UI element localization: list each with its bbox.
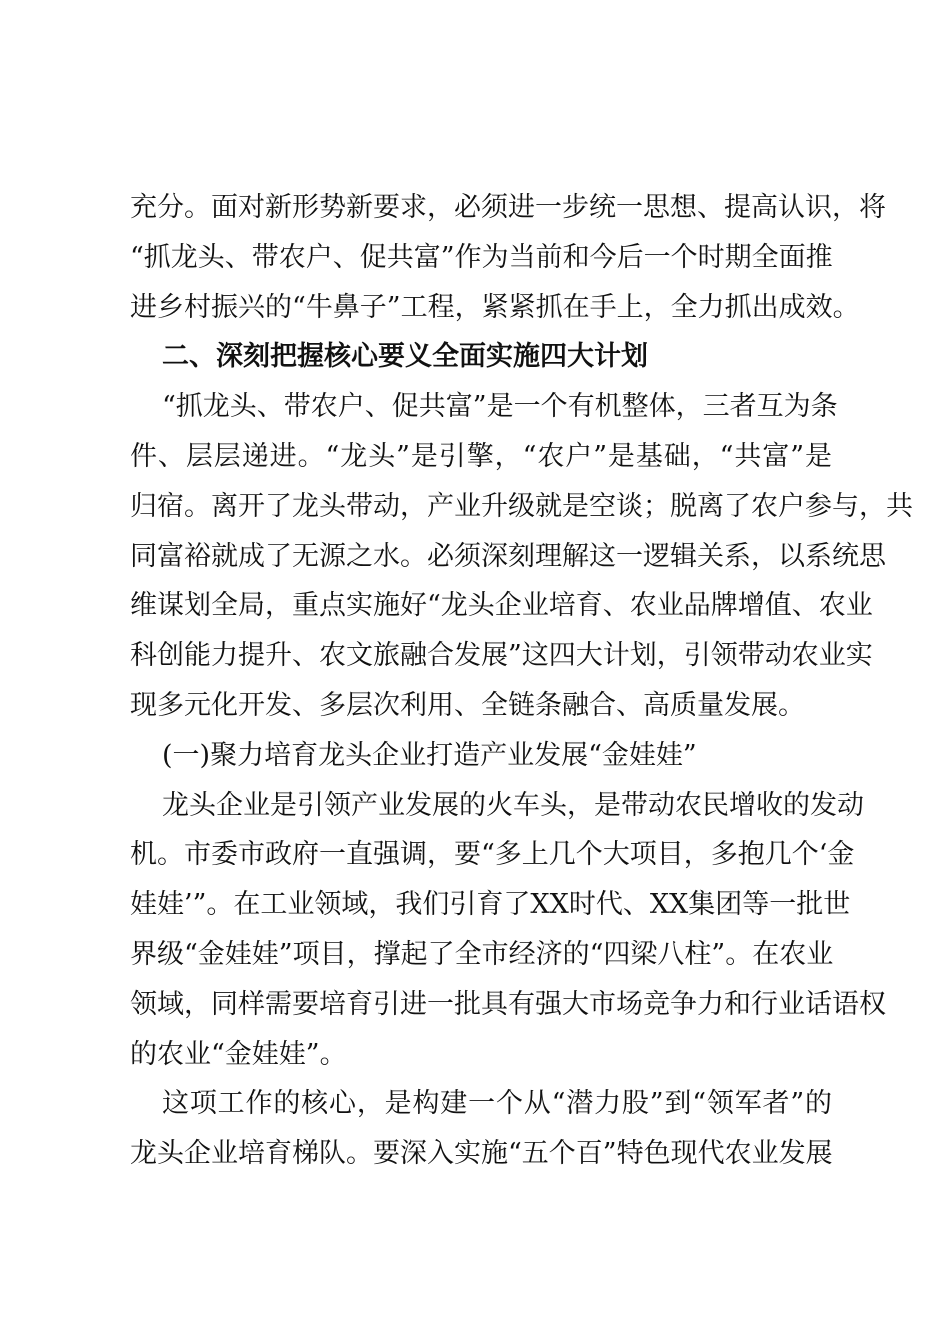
section-heading — [130, 332, 832, 382]
text-line: 娃娃’”。在工业领域，我们引育了XX时代、XX集团等一批世 — [130, 889, 851, 921]
text-line: 科创能力提升、农文旅融合发展”这四大计划，引领带动农业实 — [130, 640, 873, 672]
paragraph — [130, 382, 913, 731]
text-line: 同富裕就成了无源之水。必须深刻理解这一逻辑关系，以系统思 — [130, 540, 886, 572]
text-line: (一)聚力培育龙头企业打造产业发展“金娃娃” — [162, 739, 697, 771]
text-line: 机。市委市政府一直强调，要“多上几个大项目，多抱几个‘金 — [130, 839, 855, 871]
document-page — [130, 183, 913, 1179]
text-line: 的农业“金娃娃”。 — [130, 1038, 347, 1070]
text-line: 龙头企业是引领产业发展的火车头，是带动农民增收的发动 — [162, 789, 864, 821]
text-line: 这项工作的核心，是构建一个从“潜力股”到“领军者”的 — [162, 1088, 832, 1120]
text-line: 二、深刻把握核心要义全面实施四大计划 — [162, 341, 648, 373]
text-line: “抓龙头、带农户、促共富”作为当前和今后一个时期全面推 — [130, 241, 833, 273]
text-line: 龙头企业培育梯队。要深入实施“五个百”特色现代农业发展 — [130, 1138, 833, 1170]
text-line: 进乡村振兴的“牛鼻子”工程，紧紧抓在手上，全力抓出成效。 — [130, 291, 860, 323]
text-line: “抓龙头、带农户、促共富”是一个有机整体，三者互为条 — [162, 391, 838, 423]
text-line: 领域，同样需要培育引进一批具有强大市场竞争力和行业话语权 — [130, 988, 886, 1020]
paragraph — [130, 183, 886, 332]
text-line: 归宿。离开了龙头带动，产业升级就是空谈；脱离了农户参与，共 — [130, 490, 913, 522]
text-line: 维谋划全局，重点实施好“龙头企业培育、农业品牌增值、农业 — [130, 590, 873, 622]
text-line: 件、层层递进。“龙头”是引擎，“农户”是基础，“共富”是 — [130, 440, 832, 472]
subsection-heading — [130, 731, 832, 781]
text-line: 充分。面对新形势新要求，必须进一步统一思想、提高认识，将 — [130, 192, 886, 223]
text-line: 界级“金娃娃”项目，撑起了全市经济的“四梁八柱”。在农业 — [130, 938, 834, 970]
text-line: 现多元化开发、多层次利用、全链条融合、高质量发展。 — [130, 689, 805, 721]
paragraph — [130, 781, 886, 1080]
paragraph — [130, 1079, 832, 1179]
